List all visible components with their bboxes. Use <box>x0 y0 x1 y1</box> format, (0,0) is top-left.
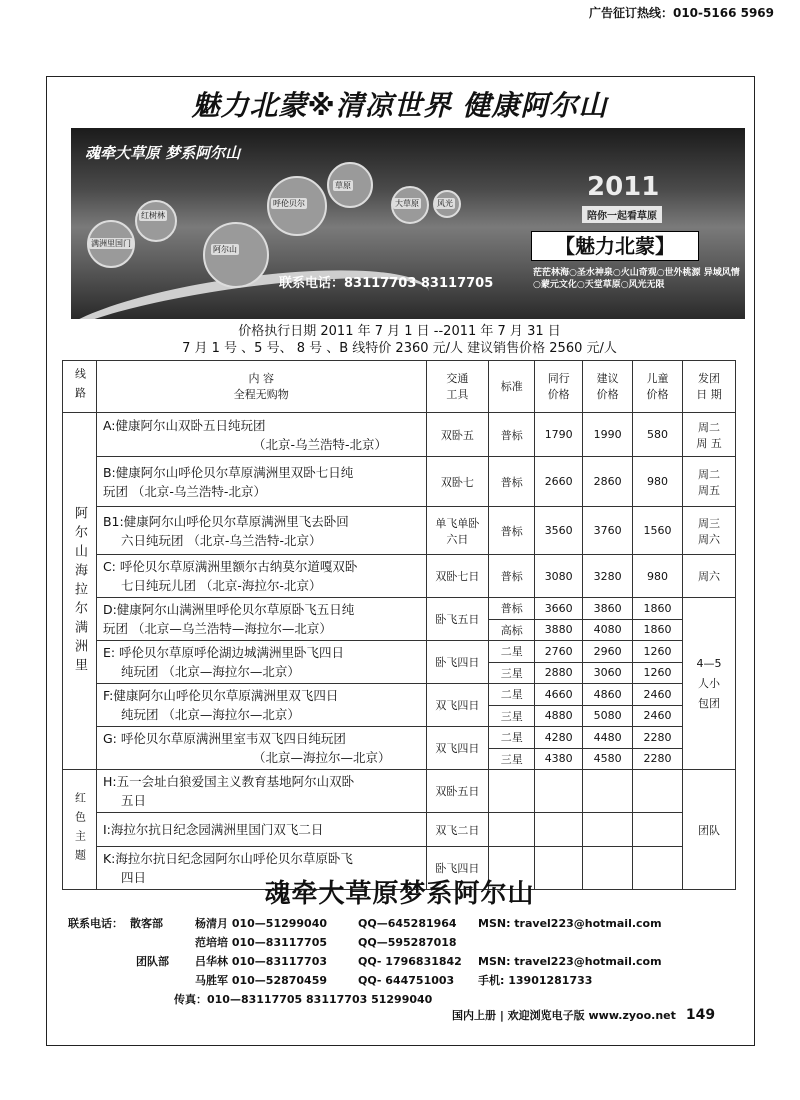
child-price-cell <box>633 770 683 813</box>
transport-cell: 卧飞四日 <box>426 847 489 890</box>
standard-cell: 二星 <box>489 727 535 749</box>
header-line: 线路 <box>63 361 97 413</box>
header-child-price: 儿童 价格 <box>633 361 683 413</box>
contact-qq: QQ—595287018 <box>358 936 457 949</box>
contact-name-phone: 吕华林 010—83117703 <box>195 955 328 968</box>
standard-cell: 普标 <box>489 413 535 457</box>
banner-features: 茫茫林海○圣水神泉○火山奇观○世外桃源 异域风情○蒙元文化○天堂草原○风光无限 <box>533 268 740 290</box>
peer-price-cell: 3080 <box>535 555 583 598</box>
banner-brand: 【魅力北蒙】 <box>531 231 699 261</box>
table-row <box>63 727 736 749</box>
standard-cell: 普标 <box>489 598 535 620</box>
standard-cell: 三星 <box>489 662 535 684</box>
thumb-label: 红树林 <box>141 211 165 220</box>
price-dates-line2: 7 月 1 号 、5 号、 8 号 、B 线特价 2360 元/人 建议销售价格 2560 元/人 <box>182 341 617 356</box>
route-b: B:健康阿尔山呼伦贝尔草原满洲里双卧七日纯 玩团 （北京-乌兰浩特-北京） <box>96 457 426 507</box>
thumb-label: 大草原 <box>395 199 419 208</box>
standard-cell: 高标 <box>489 619 535 641</box>
team-cell: 团队 <box>683 770 736 890</box>
thumb-label: 满洲里国门 <box>91 239 131 248</box>
depart-cell: 周二 周五 <box>683 457 736 507</box>
route-b1: B1:健康阿尔山呼伦贝尔草原满洲里飞去卧回 六日纯玩团 （北京-乌兰浩特-北京） <box>96 507 426 555</box>
header-content: 内 容 全程无购物 <box>96 361 426 413</box>
banner-year: 2011 <box>587 172 660 202</box>
contact-name-phone: 范培培 010—83117705 <box>195 936 328 949</box>
peer-price-cell <box>535 770 583 813</box>
standard-cell <box>489 770 535 813</box>
small-group-cell: 4—5人小包团 <box>683 598 736 770</box>
contact-fax: 传真：010—83117705 83117703 51299040 <box>174 993 433 1006</box>
table-row <box>63 507 736 555</box>
peer-price-cell: 4280 <box>535 727 583 749</box>
route-a: A:健康阿尔山双卧五日纯玩团 （北京-乌兰浩特-北京） <box>96 413 426 457</box>
price-dates <box>46 323 753 357</box>
group-label-cell: 阿尔山海拉尔满洲里 <box>63 413 97 770</box>
transport-cell: 双飞二日 <box>426 813 489 847</box>
peer-price-cell: 1790 <box>535 413 583 457</box>
child-price-cell: 2460 <box>633 684 683 706</box>
price-dates-line1: 价格执行日期 2011 年 7 月 1 日 --2011 年 7 月 31 日 <box>238 324 561 339</box>
standard-cell: 普标 <box>489 507 535 555</box>
header-peer-price: 同行 价格 <box>535 361 583 413</box>
suggest-price-cell: 3280 <box>583 555 633 598</box>
suggest-price-cell: 1990 <box>583 413 633 457</box>
peer-price-cell: 2880 <box>535 662 583 684</box>
photo-thumb <box>203 222 269 288</box>
route-g: G: 呼伦贝尔草原满洲里室韦双飞四日纯玩团 （北京—海拉尔—北京） <box>96 727 426 770</box>
banner-tagline: 陪你一起看草原 <box>582 206 662 223</box>
table-row <box>63 813 736 847</box>
footer-text: 国内上册 | 欢迎浏览电子版 www.zyoo.net <box>452 1009 676 1022</box>
contact-name-phone: 杨清月 010—51299040 <box>195 917 328 930</box>
depart-cell: 周三 周六 <box>683 507 736 555</box>
contact-label: 联系电话： <box>68 917 123 930</box>
route-k: K:海拉尔抗日纪念园阿尔山呼伦贝尔草原卧飞 四日 <box>96 847 426 890</box>
table-header-row <box>63 361 736 413</box>
banner-image <box>71 128 745 319</box>
ad-hotline: 广告征订热线：010-5166 5969 <box>588 6 774 20</box>
suggest-price-cell <box>583 770 633 813</box>
dept-label: 团队部 <box>136 955 169 968</box>
peer-price-cell: 3660 <box>535 598 583 620</box>
child-price-cell: 980 <box>633 555 683 598</box>
peer-price-cell <box>535 813 583 847</box>
child-price-cell: 2280 <box>633 748 683 770</box>
transport-cell: 双飞四日 <box>426 684 489 727</box>
price-table <box>62 360 736 890</box>
child-price-cell: 1260 <box>633 662 683 684</box>
transport-cell: 单飞单卧 六日 <box>426 507 489 555</box>
standard-cell <box>489 813 535 847</box>
contact-row <box>68 971 728 990</box>
thumb-label: 呼伦贝尔 <box>273 199 305 208</box>
suggest-price-cell: 4080 <box>583 619 633 641</box>
page-footer <box>452 1007 715 1023</box>
banner-phone: 联系电话：83117703 83117705 <box>279 276 494 291</box>
peer-price-cell: 2660 <box>535 457 583 507</box>
child-price-cell: 2280 <box>633 727 683 749</box>
child-price-cell: 2460 <box>633 705 683 727</box>
standard-cell: 普标 <box>489 555 535 598</box>
route-f: F:健康阿尔山呼伦贝尔草原满洲里双飞四日 纯玩团 （北京—海拉尔—北京） <box>96 684 426 727</box>
child-price-cell: 580 <box>633 413 683 457</box>
header-suggest-price: 建议 价格 <box>583 361 633 413</box>
child-price-cell: 1860 <box>633 619 683 641</box>
suggest-price-cell: 4860 <box>583 684 633 706</box>
table-row <box>63 641 736 663</box>
standard-cell: 三星 <box>489 748 535 770</box>
transport-cell: 卧飞四日 <box>426 641 489 684</box>
contact-row <box>68 914 728 933</box>
peer-price-cell: 4660 <box>535 684 583 706</box>
dept-label: 散客部 <box>130 917 163 930</box>
suggest-price-cell: 4580 <box>583 748 633 770</box>
thumb-label: 草原 <box>335 181 351 190</box>
suggest-price-cell <box>583 813 633 847</box>
route-i: I:海拉尔抗日纪念园满洲里国门双飞二日 <box>96 813 426 847</box>
standard-cell: 二星 <box>489 641 535 663</box>
child-price-cell <box>633 813 683 847</box>
banner-slogan: 魂牵大草原 梦系阿尔山 <box>85 144 241 162</box>
child-price-cell: 1560 <box>633 507 683 555</box>
transport-cell: 双卧五日 <box>426 770 489 813</box>
peer-price-cell: 4880 <box>535 705 583 727</box>
suggest-price-cell: 4480 <box>583 727 633 749</box>
sub-title: 魂牵大草原梦系阿尔山 <box>264 879 535 909</box>
header-depart-date: 发团 日 期 <box>683 361 736 413</box>
table-row <box>63 555 736 598</box>
peer-price-cell: 3880 <box>535 619 583 641</box>
child-price-cell: 980 <box>633 457 683 507</box>
peer-price-cell: 3560 <box>535 507 583 555</box>
table-row <box>63 598 736 620</box>
contact-name-phone: 马胜军 010—52870459 <box>195 974 328 987</box>
contact-qq: QQ- 1796831842 <box>358 955 462 968</box>
peer-price-cell: 4380 <box>535 748 583 770</box>
depart-cell: 周六 <box>683 555 736 598</box>
page-number: 149 <box>685 1007 716 1023</box>
photo-thumb <box>135 200 177 242</box>
route-h: H:五一会址白狼爱国主义教育基地阿尔山双卧 五日 <box>96 770 426 813</box>
standard-cell: 三星 <box>489 705 535 727</box>
child-price-cell: 1260 <box>633 641 683 663</box>
peer-price-cell: 2760 <box>535 641 583 663</box>
contact-mobile: 手机: 13901281733 <box>478 974 593 987</box>
table-row <box>63 684 736 706</box>
contact-row <box>68 933 728 952</box>
table-row <box>63 457 736 507</box>
suggest-price-cell: 3860 <box>583 598 633 620</box>
contact-block <box>68 914 728 1009</box>
thumb-label: 风光 <box>437 199 453 208</box>
contact-msn: MSN: travel223@hotmail.com <box>478 955 662 968</box>
header-transport: 交通 工具 <box>426 361 489 413</box>
child-price-cell: 1860 <box>633 598 683 620</box>
suggest-price-cell: 3060 <box>583 662 633 684</box>
transport-cell: 双卧七日 <box>426 555 489 598</box>
suggest-price-cell: 5080 <box>583 705 633 727</box>
route-e: E: 呼伦贝尔草原呼伦湖边城满洲里卧飞四日 纯玩团 （北京—海拉尔—北京） <box>96 641 426 684</box>
route-d: D:健康阿尔山满洲里呼伦贝尔草原卧飞五日纯 玩团 （北京—乌兰浩特—海拉尔—北京） <box>96 598 426 641</box>
thumb-label: 阿尔山 <box>213 245 237 254</box>
transport-cell: 双卧五 <box>426 413 489 457</box>
contact-msn: MSN: travel223@hotmail.com <box>478 917 662 930</box>
group-label-cell: 红色主题 <box>63 770 97 890</box>
header-standard: 标准 <box>489 361 535 413</box>
table-row <box>63 770 736 813</box>
standard-cell: 普标 <box>489 457 535 507</box>
suggest-price-cell: 2860 <box>583 457 633 507</box>
transport-cell: 卧飞五日 <box>426 598 489 641</box>
contact-row <box>68 952 728 971</box>
suggest-price-cell: 3760 <box>583 507 633 555</box>
depart-cell: 周二 周 五 <box>683 413 736 457</box>
route-c: C: 呼伦贝尔草原满洲里额尔古纳莫尔道嘎双卧 七日纯玩儿团 （北京-海拉尔-北京） <box>96 555 426 598</box>
suggest-price-cell: 2960 <box>583 641 633 663</box>
standard-cell: 二星 <box>489 684 535 706</box>
contact-qq: QQ—645281964 <box>358 917 457 930</box>
contact-qq: QQ- 644751003 <box>358 974 455 987</box>
transport-cell: 双卧七 <box>426 457 489 507</box>
transport-cell: 双飞四日 <box>426 727 489 770</box>
main-title: 魅力北蒙※清凉世界 健康阿尔山 <box>191 89 608 122</box>
table-row <box>63 413 736 457</box>
